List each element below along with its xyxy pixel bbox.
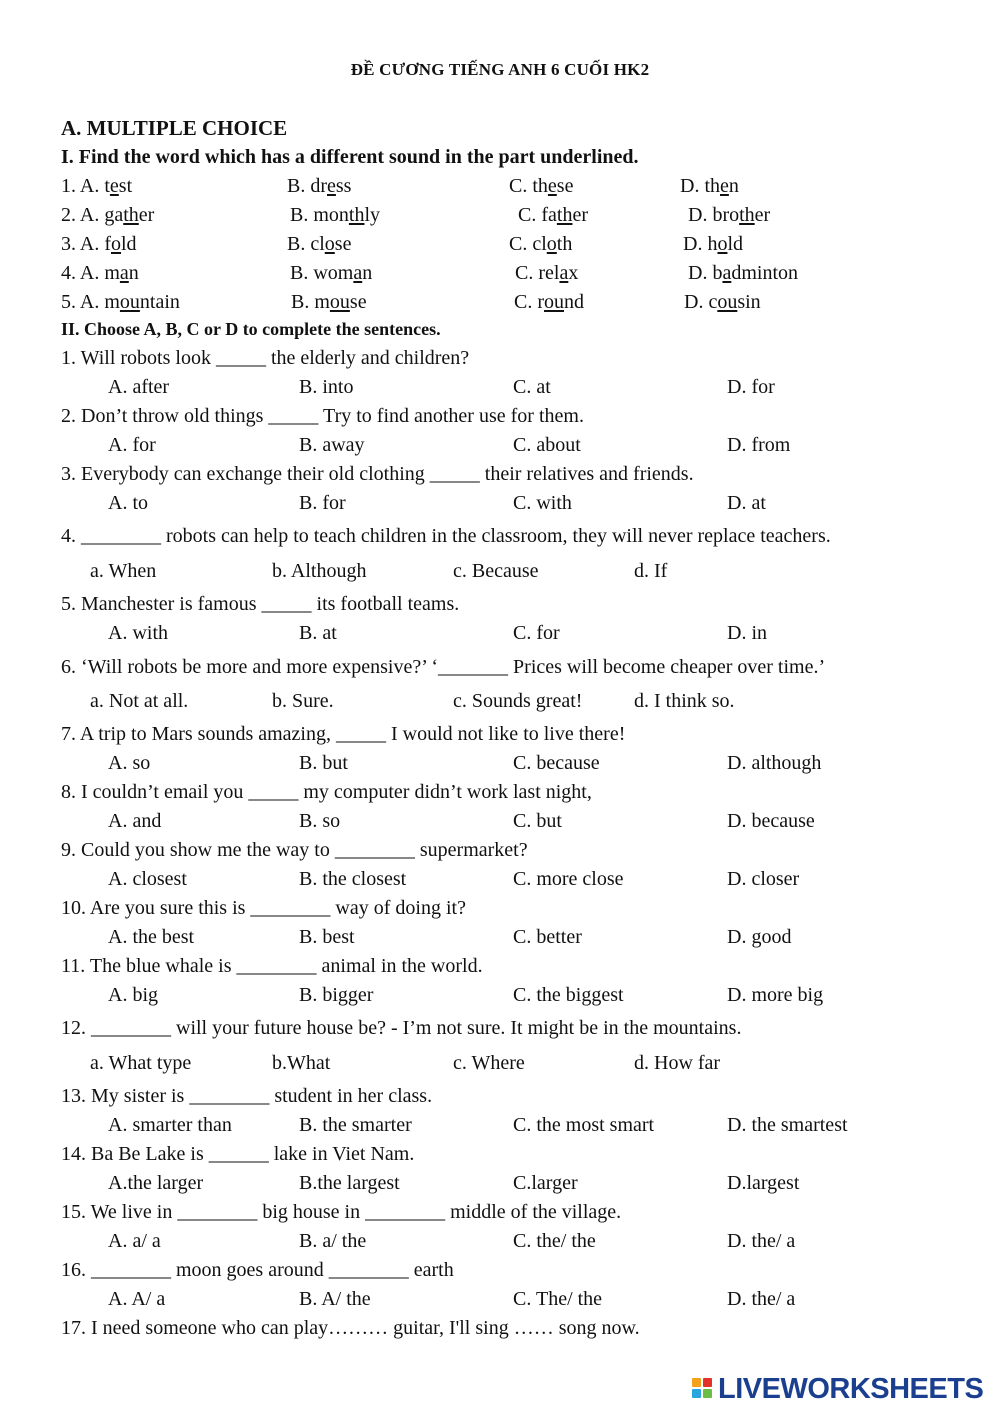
question-2-option-d[interactable]: D. from: [727, 434, 791, 456]
question-9-option-a[interactable]: A. closest: [108, 868, 187, 890]
option-text-end: ld: [727, 233, 744, 255]
question-14-text: 14. Ba Be Lake is ______ lake in Viet Nam.: [61, 1143, 415, 1165]
option-text-start: C. r: [514, 291, 544, 313]
option-text-start: D. b: [688, 262, 723, 284]
question-2-option-a[interactable]: A. for: [108, 434, 156, 456]
option-text-start: C. th: [509, 175, 548, 197]
option-text-start: 2. A. ga: [61, 204, 124, 226]
section-heading-multiple-choice: A. MULTIPLE CHOICE: [61, 116, 288, 140]
question-7-option-d[interactable]: D. although: [727, 752, 822, 774]
question-9-option-c[interactable]: C. more close: [513, 868, 624, 890]
question-4-option-b[interactable]: b. Although: [272, 560, 367, 582]
question-11-option-a[interactable]: A. big: [108, 984, 158, 1006]
pronunciation-option: [61, 262, 139, 285]
option-text-start: C. rel: [515, 262, 560, 284]
pronunciation-option: [509, 233, 572, 256]
question-2-option-b[interactable]: B. away: [299, 434, 365, 456]
underlined-letters: a: [119, 262, 129, 284]
question-7-option-b[interactable]: B. but: [299, 752, 348, 774]
question-3-text: 3. Everybody can exchange their old clothing _____ their relatives and friends.: [61, 463, 694, 485]
option-text-end: dminton: [731, 262, 799, 284]
question-14-option-b[interactable]: B.the largest: [299, 1172, 400, 1194]
pronunciation-option: [509, 175, 573, 198]
question-16-option-a[interactable]: A. A/ a: [108, 1288, 166, 1310]
question-13-option-c[interactable]: C. the most smart: [513, 1114, 655, 1136]
question-15-option-d[interactable]: D. the/ a: [727, 1230, 796, 1252]
page-title: ĐỀ CƯƠNG TIẾNG ANH 6 CUỐI HK2: [350, 60, 650, 79]
pronunciation-option: [290, 262, 372, 285]
underlined-letters: ou: [119, 291, 140, 313]
question-11-option-d[interactable]: D. more big: [727, 984, 824, 1006]
pronunciation-option: [291, 291, 367, 314]
question-10-text: 10. Are you sure this is ________ way of doing it?: [61, 897, 466, 919]
part1-heading: I. Find the word which has a different sound in the part underlined.: [61, 146, 639, 168]
part2-heading: II. Choose A, B, C or D to complete the sentences.: [61, 319, 441, 339]
question-15-text: 15. We live in ________ big house in ________ middle of the village.: [61, 1201, 622, 1223]
option-text-start: B. wom: [290, 262, 354, 284]
pronunciation-option: [688, 262, 798, 285]
option-text-end: se: [334, 233, 352, 255]
question-13-option-d[interactable]: D. the smartest: [727, 1114, 848, 1136]
option-text-end: sin: [737, 291, 761, 313]
option-text-end: ld: [121, 233, 137, 255]
question-16-text: 16. ________ moon goes around ________ earth: [61, 1259, 454, 1281]
question-9-option-b[interactable]: B. the closest: [299, 868, 407, 890]
question-6-option-d[interactable]: d. I think so.: [634, 690, 735, 712]
underlined-letters: e: [720, 175, 729, 197]
question-6-option-c[interactable]: c. Sounds great!: [453, 690, 583, 712]
question-13-option-a[interactable]: A. smarter than: [108, 1114, 232, 1136]
question-1-option-b[interactable]: B. into: [299, 376, 354, 398]
option-text-end: se: [349, 291, 367, 313]
underlined-letters: o: [717, 233, 728, 255]
question-5-option-d[interactable]: D. in: [727, 622, 767, 644]
option-text-end: x: [568, 262, 579, 284]
underlined-letters: e: [109, 175, 119, 197]
question-7-option-c[interactable]: C. because: [513, 752, 600, 774]
option-text-end: se: [556, 175, 574, 197]
option-text-start: D. h: [683, 233, 718, 255]
question-8-option-d[interactable]: D. because: [727, 810, 815, 832]
question-3-option-c[interactable]: C. with: [513, 492, 572, 514]
option-text-end: er: [754, 204, 771, 226]
option-text-end: er: [138, 204, 155, 226]
pronunciation-option: [287, 175, 351, 198]
question-5-option-b[interactable]: B. at: [299, 622, 337, 644]
pronunciation-option: [61, 175, 132, 198]
question-13-text: 13. My sister is ________ student in her class.: [61, 1085, 433, 1107]
question-9-text: 9. Could you show me the way to ________ supermarket?: [61, 839, 528, 861]
option-text-end: ntain: [139, 291, 180, 313]
question-16-option-d[interactable]: D. the/ a: [727, 1288, 796, 1310]
underlined-letters: ou: [544, 291, 564, 313]
underlined-letters: a: [722, 262, 732, 284]
question-12-option-d[interactable]: d. How far: [634, 1052, 721, 1074]
option-text-end: st: [118, 175, 133, 197]
pronunciation-option: [683, 233, 743, 256]
question-11-option-c[interactable]: C. the biggest: [513, 984, 624, 1006]
pronunciation-option: [287, 233, 351, 256]
pronunciation-option: [515, 262, 578, 285]
underlined-letters: th: [556, 204, 573, 226]
option-text-start: D. bro: [688, 204, 740, 226]
underlined-letters: o: [546, 233, 557, 255]
underlined-letters: ou: [717, 291, 738, 313]
liveworksheets-logo-icon: [692, 1376, 714, 1402]
question-2-option-c[interactable]: C. about: [513, 434, 581, 456]
pronunciation-option: [684, 291, 761, 314]
option-text-start: B. dr: [287, 175, 327, 197]
option-text-end: n: [128, 262, 139, 284]
option-text-start: 1. A. t: [61, 175, 110, 197]
question-1-text: 1. Will robots look _____ the elderly and children?: [61, 347, 470, 369]
question-3-option-d[interactable]: D. at: [727, 492, 766, 514]
question-6-option-b[interactable]: b. Sure.: [272, 690, 334, 712]
pronunciation-option: [688, 204, 770, 227]
question-1-option-d[interactable]: D. for: [727, 376, 775, 398]
question-17-text: 17. I need someone who can play……… guitar, I'll sing …… song now.: [61, 1317, 640, 1339]
question-1-option-a[interactable]: A. after: [108, 376, 170, 398]
underlined-letters: th: [739, 204, 755, 226]
question-5-option-c[interactable]: C. for: [513, 622, 560, 644]
question-13-option-b[interactable]: B. the smarter: [299, 1114, 412, 1136]
option-text-start: D. th: [680, 175, 720, 197]
pronunciation-option: [518, 204, 588, 227]
question-12-option-a[interactable]: a. What type: [90, 1052, 192, 1074]
pronunciation-option: [680, 175, 739, 198]
question-10-option-a[interactable]: A. the best: [108, 926, 195, 948]
question-11-option-b[interactable]: B. bigger: [299, 984, 374, 1006]
option-text-end: n: [362, 262, 373, 284]
option-text-end: th: [556, 233, 573, 255]
question-12-text: 12. ________ will your future house be? - I’m not sure. It might be in the mountains.: [61, 1017, 742, 1039]
question-4-option-d[interactable]: d. If: [634, 560, 668, 582]
pronunciation-option: [514, 291, 584, 314]
question-16-option-c[interactable]: C. The/ the: [513, 1288, 603, 1310]
option-text-start: 4. A. m: [61, 262, 120, 284]
question-6-text: 6. ‘Will robots be more and more expensive?’ ‘_______ Prices will become cheaper over time.’: [61, 656, 826, 678]
option-text-start: D. c: [684, 291, 718, 313]
question-16-option-b[interactable]: B. A/ the: [299, 1288, 371, 1310]
question-8-option-a[interactable]: A. and: [108, 810, 162, 832]
question-3-option-a[interactable]: A. to: [108, 492, 148, 514]
question-4-option-a[interactable]: a. When: [90, 560, 157, 582]
pronunciation-option: [61, 291, 180, 314]
underlined-letters: e: [327, 175, 336, 197]
option-text-end: ly: [364, 204, 381, 226]
question-1-option-c[interactable]: C. at: [513, 376, 551, 398]
question-10-option-b[interactable]: B. best: [299, 926, 355, 948]
question-6-option-a[interactable]: a. Not at all.: [90, 690, 189, 712]
question-14-option-d[interactable]: D.largest: [727, 1172, 800, 1194]
question-14-option-c[interactable]: C.larger: [513, 1172, 578, 1194]
question-8-option-c[interactable]: C. but: [513, 810, 562, 832]
question-4-option-c[interactable]: c. Because: [453, 560, 539, 582]
option-text-end: er: [572, 204, 588, 226]
question-15-option-a[interactable]: A. a/ a: [108, 1230, 161, 1252]
question-14-option-a[interactable]: A.the larger: [108, 1172, 204, 1194]
option-text-start: C. fa: [518, 204, 557, 226]
option-text-end: n: [728, 175, 739, 197]
question-15-option-c[interactable]: C. the/ the: [513, 1230, 596, 1252]
question-3-option-b[interactable]: B. for: [299, 492, 346, 514]
question-10-option-c[interactable]: C. better: [513, 926, 582, 948]
question-11-text: 11. The blue whale is ________ animal in the world.: [61, 955, 483, 977]
question-10-option-d[interactable]: D. good: [727, 926, 792, 948]
option-text-start: 3. A. f: [61, 233, 111, 255]
question-8-text: 8. I couldn’t email you _____ my computer didn’t work last night,: [61, 781, 592, 803]
question-12-option-b[interactable]: b.What: [272, 1052, 331, 1074]
question-15-option-b[interactable]: B. a/ the: [299, 1230, 367, 1252]
underlined-letters: o: [111, 233, 121, 255]
option-text-end: nd: [564, 291, 584, 313]
logo-text: LIVEWORKSHEETS: [718, 1372, 984, 1405]
option-text-start: B. mon: [290, 204, 349, 226]
underlined-letters: th: [123, 204, 139, 226]
liveworksheets-logo[interactable]: [692, 1373, 983, 1405]
question-5-option-a[interactable]: A. with: [108, 622, 168, 644]
underlined-letters: e: [547, 175, 557, 197]
option-text-start: C. cl: [509, 233, 547, 255]
question-4-text: 4. ________ robots can help to teach children in the classroom, they will never replace teachers.: [61, 525, 831, 547]
question-2-text: 2. Don’t throw old things _____ Try to find another use for them.: [61, 405, 584, 427]
question-8-option-b[interactable]: B. so: [299, 810, 341, 832]
pronunciation-option: [290, 204, 380, 227]
pronunciation-option: [61, 204, 154, 227]
question-7-option-a[interactable]: A. so: [108, 752, 151, 774]
underlined-letters: ou: [329, 291, 350, 313]
underlined-letters: a: [353, 262, 363, 284]
option-text-start: 5. A. m: [61, 291, 120, 313]
question-9-option-d[interactable]: D. closer: [727, 868, 800, 890]
option-text-end: ss: [335, 175, 352, 197]
question-7-text: 7. A trip to Mars sounds amazing, _____ I would not like to live there!: [61, 723, 626, 745]
question-5-text: 5. Manchester is famous _____ its football teams.: [61, 593, 460, 615]
option-text-start: B. m: [291, 291, 330, 313]
pronunciation-option: [61, 233, 137, 256]
underlined-letters: th: [348, 204, 365, 226]
underlined-letters: o: [324, 233, 335, 255]
question-12-option-c[interactable]: c. Where: [453, 1052, 525, 1074]
option-text-start: B. cl: [287, 233, 325, 255]
underlined-letters: a: [559, 262, 569, 284]
